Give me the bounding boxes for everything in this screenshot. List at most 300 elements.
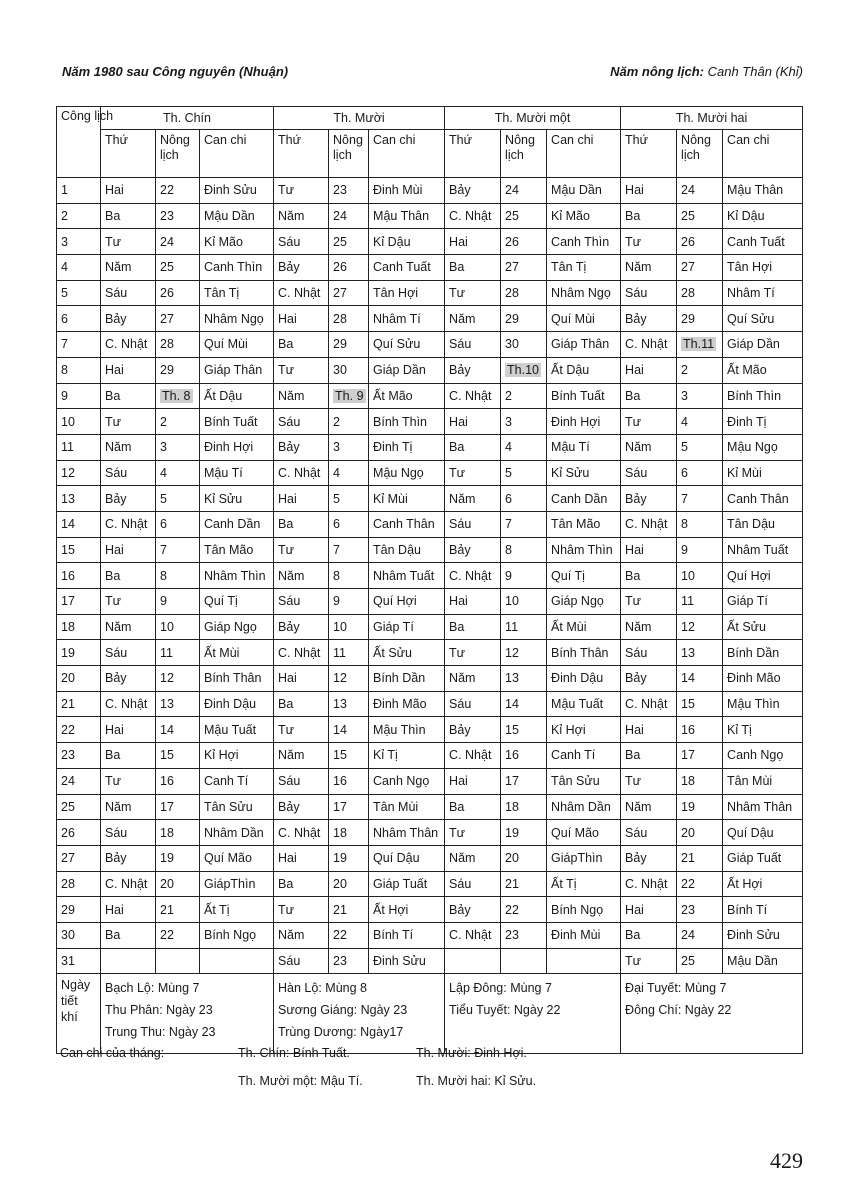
weekday-cell: Hai: [621, 717, 677, 743]
table-row: [57, 332, 803, 358]
can-chi-cell: Canh Tuất: [369, 255, 445, 281]
lunar-day-cell: 6: [329, 511, 369, 537]
table-row: [57, 511, 803, 537]
weekday-cell: Sáu: [274, 409, 329, 435]
can-chi-cell: Mậu Ngọ: [723, 434, 803, 460]
weekday-cell: Bảy: [621, 306, 677, 332]
lunar-day-cell: 29: [677, 306, 723, 332]
can-chi-cell: Quí Sửu: [723, 306, 803, 332]
can-chi-cell: Đinh Sửu: [369, 948, 445, 974]
weekday-cell: Năm: [274, 563, 329, 589]
weekday-cell: Tư: [101, 589, 156, 615]
can-chi-cell: Đinh Sửu: [200, 178, 274, 204]
weekday-cell: Bảy: [445, 537, 501, 563]
column-subheader: Can chi: [547, 130, 621, 178]
weekday-cell: C. Nhật: [274, 640, 329, 666]
column-subheader: Thứ: [445, 130, 501, 178]
can-chi-cell: Tân Dậu: [723, 511, 803, 537]
weekday-cell: Tư: [621, 229, 677, 255]
solar-terms-cell: [101, 974, 274, 1054]
weekday-cell: Sáu: [445, 691, 501, 717]
weekday-cell: C. Nhật: [621, 332, 677, 358]
table-row: [57, 820, 803, 846]
lunar-day-cell: 16: [501, 743, 547, 769]
lunar-day-cell: 8: [677, 511, 723, 537]
column-subheader: Thứ: [621, 130, 677, 178]
solar-day-cell: 24: [57, 768, 101, 794]
footer-label: Can chi của tháng:: [60, 1046, 165, 1060]
lunar-day-cell: 28: [677, 280, 723, 306]
can-chi-cell: Kỉ Dậu: [369, 229, 445, 255]
can-chi-cell: Bính Thìn: [723, 383, 803, 409]
can-chi-cell: Đinh Tị: [369, 434, 445, 460]
weekday-cell: Hai: [445, 589, 501, 615]
lunar-day-cell: 3: [677, 383, 723, 409]
solar-day-cell: 1: [57, 178, 101, 204]
can-chi-cell: Ất Hợi: [369, 897, 445, 923]
can-chi-cell: Bính Tí: [369, 922, 445, 948]
can-chi-cell: Nhâm Dần: [547, 794, 621, 820]
weekday-cell: Ba: [445, 434, 501, 460]
column-subheader: Nông lịch: [156, 130, 200, 178]
month-header: Th. Mười: [274, 107, 445, 130]
lunar-day-cell: 22: [156, 922, 200, 948]
month-header: Th. Mười hai: [621, 107, 803, 130]
weekday-cell: Năm: [621, 614, 677, 640]
weekday-cell: Năm: [445, 666, 501, 692]
solar-day-cell: 3: [57, 229, 101, 255]
weekday-cell: Bảy: [274, 255, 329, 281]
lunar-day-cell: 23: [156, 203, 200, 229]
lunar-year-label: Năm nông lịch:: [610, 64, 704, 79]
solar-term: Trung Thu: Ngày 23: [105, 1025, 216, 1040]
weekday-cell: Tư: [621, 768, 677, 794]
solar-day-cell: 31: [57, 948, 101, 974]
lunar-day-cell: 8: [501, 537, 547, 563]
table-row: [57, 357, 803, 383]
lunar-day-cell: 5: [677, 434, 723, 460]
lunar-day-cell: 11: [501, 614, 547, 640]
weekday-cell: Hai: [445, 768, 501, 794]
lunar-day-cell: 4: [156, 460, 200, 486]
weekday-cell: Sáu: [101, 820, 156, 846]
weekday-cell: Tư: [274, 537, 329, 563]
lunar-day-cell: 9: [677, 537, 723, 563]
weekday-cell: Bảy: [101, 845, 156, 871]
can-chi-cell: Tân Mão: [547, 511, 621, 537]
weekday-cell: Năm: [445, 486, 501, 512]
can-chi-cell: Bính Dần: [369, 666, 445, 692]
calendar-body: [57, 178, 803, 1054]
page-number: 429: [770, 1148, 803, 1173]
solar-terms-cell: [621, 974, 803, 1054]
weekday-cell: Ba: [445, 614, 501, 640]
weekday-cell: Năm: [445, 306, 501, 332]
can-chi-cell: Đinh Hợi: [547, 409, 621, 435]
can-chi-cell: Ất Mùi: [200, 640, 274, 666]
weekday-cell: C. Nhật: [621, 691, 677, 717]
weekday-cell: Ba: [274, 871, 329, 897]
can-chi-cell: Bính Thân: [547, 640, 621, 666]
lunar-day-cell: 12: [329, 666, 369, 692]
lunar-day-cell: 2: [501, 383, 547, 409]
can-chi-cell: Quí Mão: [547, 820, 621, 846]
weekday-cell: Ba: [101, 743, 156, 769]
can-chi-cell: Kỉ Mùi: [723, 460, 803, 486]
lunar-day-cell: 8: [156, 563, 200, 589]
lunar-day-cell: 15: [156, 743, 200, 769]
lunar-day-cell: 14: [501, 691, 547, 717]
lunar-day-cell: 3: [329, 434, 369, 460]
can-chi-cell: Canh Ngọ: [369, 768, 445, 794]
lunar-day-cell: 2: [156, 409, 200, 435]
can-chi-cell: Giáp Tí: [723, 589, 803, 615]
can-chi-cell: Canh Dần: [547, 486, 621, 512]
can-chi-cell: [547, 948, 621, 974]
weekday-cell: Bảy: [621, 666, 677, 692]
weekday-cell: Tư: [101, 229, 156, 255]
can-chi-cell: Canh Tuất: [723, 229, 803, 255]
can-chi-cell: Nhâm Thìn: [200, 563, 274, 589]
can-chi-cell: Canh Dần: [200, 511, 274, 537]
can-chi-cell: Kỉ Hợi: [200, 743, 274, 769]
lunar-day-cell: 21: [329, 897, 369, 923]
lunar-day-cell: 28: [156, 332, 200, 358]
table-row: [57, 383, 803, 409]
lunar-day-cell: 19: [156, 845, 200, 871]
can-chi-cell: Nhâm Tí: [369, 306, 445, 332]
lunar-day-cell: 23: [329, 178, 369, 204]
lunar-day-cell: 13: [677, 640, 723, 666]
lunar-day-cell: 26: [156, 280, 200, 306]
weekday-cell: Hai: [101, 537, 156, 563]
weekday-cell: Bảy: [621, 845, 677, 871]
lunar-day-cell: 7: [501, 511, 547, 537]
lunar-day-cell: 5: [501, 460, 547, 486]
can-chi-cell: Mậu Tí: [547, 434, 621, 460]
solar-terms-cell: [445, 974, 621, 1054]
lunar-day-cell: 10: [677, 563, 723, 589]
weekday-cell: Hai: [621, 357, 677, 383]
solar-day-cell: 11: [57, 434, 101, 460]
lunar-day-cell: 20: [677, 820, 723, 846]
weekday-cell: Bảy: [274, 794, 329, 820]
lunar-day-cell: 2: [329, 409, 369, 435]
table-row: [57, 871, 803, 897]
lunar-day-cell: 27: [501, 255, 547, 281]
weekday-cell: Năm: [621, 255, 677, 281]
can-chi-cell: Canh Thìn: [547, 229, 621, 255]
weekday-cell: Hai: [621, 178, 677, 204]
solar-day-cell: 17: [57, 589, 101, 615]
lunar-day-cell: 15: [677, 691, 723, 717]
can-chi-cell: Bính Ngọ: [547, 897, 621, 923]
month-start-badge: Th.11: [683, 337, 715, 352]
can-chi-cell: Bính Thìn: [369, 409, 445, 435]
can-chi-cell: Tân Sửu: [200, 794, 274, 820]
can-chi-cell: Đinh Mùi: [547, 922, 621, 948]
can-chi-cell: GiápThìn: [547, 845, 621, 871]
can-chi-cell: Ất Hợi: [723, 871, 803, 897]
weekday-cell: Hai: [274, 486, 329, 512]
can-chi-cell: Đinh Mùi: [369, 178, 445, 204]
weekday-cell: C. Nhật: [445, 922, 501, 948]
can-chi-cell: Ất Tị: [547, 871, 621, 897]
lunar-day-cell: 22: [329, 922, 369, 948]
solar-day-cell: 9: [57, 383, 101, 409]
can-chi-cell: Quí Dậu: [369, 845, 445, 871]
weekday-cell: Ba: [445, 255, 501, 281]
month-start-badge: Th. 8: [162, 388, 191, 403]
weekday-cell: Ba: [101, 563, 156, 589]
weekday-cell: Bảy: [445, 357, 501, 383]
solar-term: Tiểu Tuyết: Ngày 22: [449, 1003, 561, 1018]
weekday-cell: Năm: [274, 743, 329, 769]
weekday-cell: Tư: [445, 640, 501, 666]
solar-day-cell: 28: [57, 871, 101, 897]
lunar-day-cell: 28: [329, 306, 369, 332]
weekday-cell: Bảy: [274, 614, 329, 640]
lunar-day-cell: 23: [677, 897, 723, 923]
weekday-cell: Sáu: [274, 768, 329, 794]
lunar-day-cell: 24: [501, 178, 547, 204]
weekday-cell: C. Nhật: [101, 332, 156, 358]
lunar-day-cell: [501, 357, 547, 383]
can-chi-cell: GiápThìn: [200, 871, 274, 897]
lunar-day-cell: 25: [677, 948, 723, 974]
weekday-cell: Hai: [101, 178, 156, 204]
weekday-cell: Tư: [274, 178, 329, 204]
weekday-cell: Hai: [621, 537, 677, 563]
can-chi-cell: Đinh Mão: [723, 666, 803, 692]
solar-day-cell: 29: [57, 897, 101, 923]
weekday-cell: C. Nhật: [101, 871, 156, 897]
can-chi-cell: Mậu Tí: [200, 460, 274, 486]
can-chi-cell: Kỉ Dậu: [723, 203, 803, 229]
lunar-day-cell: 14: [156, 717, 200, 743]
weekday-cell: Hai: [621, 897, 677, 923]
lunar-day-cell: 10: [156, 614, 200, 640]
can-chi-cell: Kỉ Sửu: [200, 486, 274, 512]
lunar-day-cell: 23: [329, 948, 369, 974]
can-chi-cell: Kỉ Tị: [723, 717, 803, 743]
solar-day-cell: 5: [57, 280, 101, 306]
lunar-day-cell: 15: [329, 743, 369, 769]
lunar-day-cell: 19: [329, 845, 369, 871]
table-row: [57, 589, 803, 615]
can-chi-cell: Canh Tí: [200, 768, 274, 794]
lunar-day-cell: 21: [677, 845, 723, 871]
weekday-cell: C. Nhật: [274, 820, 329, 846]
lunar-day-cell: 9: [156, 589, 200, 615]
solar-day-cell: 13: [57, 486, 101, 512]
solar-terms-label: Ngày tiết khí: [57, 974, 101, 1054]
weekday-cell: Tư: [274, 717, 329, 743]
can-chi-cell: Nhâm Thìn: [547, 537, 621, 563]
weekday-cell: Tư: [101, 768, 156, 794]
can-chi-cell: Mậu Thìn: [369, 717, 445, 743]
weekday-cell: Sáu: [445, 511, 501, 537]
can-chi-cell: Đinh Mão: [369, 691, 445, 717]
lunar-day-cell: 13: [329, 691, 369, 717]
lunar-day-cell: 20: [156, 871, 200, 897]
lunar-day-cell: 27: [156, 306, 200, 332]
weekday-cell: Tư: [274, 357, 329, 383]
can-chi-cell: Tân Sửu: [547, 768, 621, 794]
lunar-day-cell: 2: [677, 357, 723, 383]
weekday-cell: Ba: [101, 383, 156, 409]
column-subheader: Nông lịch: [677, 130, 723, 178]
solar-day-cell: 25: [57, 794, 101, 820]
footer-month-can-chi: Th. Mười: Đinh Hợi.: [416, 1046, 527, 1060]
table-row: [57, 178, 803, 204]
lunar-day-cell: 23: [501, 922, 547, 948]
lunar-day-cell: 26: [677, 229, 723, 255]
weekday-cell: Tư: [621, 409, 677, 435]
weekday-cell: Ba: [274, 511, 329, 537]
solar-day-cell: 21: [57, 691, 101, 717]
can-chi-cell: Mậu Tuất: [200, 717, 274, 743]
can-chi-cell: Nhâm Ngọ: [200, 306, 274, 332]
lunar-day-cell: 22: [501, 897, 547, 923]
lunar-day-cell: 10: [501, 589, 547, 615]
calendar-table: [56, 106, 803, 1054]
lunar-day-cell: 12: [156, 666, 200, 692]
lunar-day-cell: [156, 948, 200, 974]
weekday-cell: Ba: [274, 332, 329, 358]
solar-day-cell: 26: [57, 820, 101, 846]
weekday-cell: Năm: [274, 203, 329, 229]
table-row: [57, 717, 803, 743]
table-row: [57, 794, 803, 820]
weekday-cell: Ba: [621, 383, 677, 409]
page-header-lunar-year: [610, 64, 803, 79]
lunar-year-value: Canh Thân (Khỉ): [707, 64, 803, 79]
solar-day-cell: 6: [57, 306, 101, 332]
lunar-day-cell: 18: [156, 820, 200, 846]
weekday-cell: C. Nhật: [101, 511, 156, 537]
solar-day-cell: 8: [57, 357, 101, 383]
weekday-cell: Ba: [101, 203, 156, 229]
table-row: [57, 537, 803, 563]
weekday-cell: Ba: [101, 922, 156, 948]
month-header: Th. Chín: [101, 107, 274, 130]
table-row: [57, 255, 803, 281]
can-chi-cell: Quí Tị: [200, 589, 274, 615]
can-chi-cell: Nhâm Tuất: [723, 537, 803, 563]
lunar-day-cell: 27: [329, 280, 369, 306]
lunar-day-cell: 20: [501, 845, 547, 871]
can-chi-cell: Canh Tí: [547, 743, 621, 769]
weekday-cell: Năm: [445, 845, 501, 871]
lunar-day-cell: [501, 948, 547, 974]
lunar-day-cell: 30: [501, 332, 547, 358]
weekday-cell: Hai: [101, 357, 156, 383]
can-chi-cell: Đinh Sửu: [723, 922, 803, 948]
lunar-day-cell: 29: [501, 306, 547, 332]
weekday-cell: C. Nhật: [445, 563, 501, 589]
lunar-day-cell: 25: [501, 203, 547, 229]
lunar-day-cell: 12: [677, 614, 723, 640]
can-chi-cell: Nhâm Thân: [723, 794, 803, 820]
weekday-cell: Sáu: [621, 460, 677, 486]
lunar-day-cell: 26: [329, 255, 369, 281]
can-chi-cell: Quí Tị: [547, 563, 621, 589]
lunar-day-cell: 11: [156, 640, 200, 666]
can-chi-cell: Kỉ Tị: [369, 743, 445, 769]
can-chi-cell: Ất Sửu: [723, 614, 803, 640]
can-chi-cell: Tân Mùi: [723, 768, 803, 794]
weekday-cell: Sáu: [621, 820, 677, 846]
lunar-day-cell: 5: [156, 486, 200, 512]
can-chi-cell: Canh Thân: [723, 486, 803, 512]
can-chi-cell: Mậu Ngọ: [369, 460, 445, 486]
weekday-cell: Tư: [274, 897, 329, 923]
lunar-day-cell: 8: [329, 563, 369, 589]
weekday-cell: Sáu: [274, 229, 329, 255]
weekday-cell: Sáu: [274, 948, 329, 974]
can-chi-cell: [200, 948, 274, 974]
lunar-day-cell: 16: [156, 768, 200, 794]
weekday-cell: Sáu: [621, 640, 677, 666]
can-chi-cell: Quí Dậu: [723, 820, 803, 846]
can-chi-cell: Bính Tí: [723, 897, 803, 923]
weekday-cell: C. Nhật: [621, 871, 677, 897]
can-chi-cell: Mậu Dần: [200, 203, 274, 229]
solar-column-header: Công lịch: [57, 107, 101, 178]
lunar-day-cell: 4: [677, 409, 723, 435]
lunar-day-cell: 22: [156, 178, 200, 204]
month-start-badge: Th. 9: [335, 388, 364, 403]
lunar-day-cell: 16: [677, 717, 723, 743]
weekday-cell: [101, 948, 156, 974]
can-chi-cell: Giáp Dần: [723, 332, 803, 358]
lunar-day-cell: 7: [677, 486, 723, 512]
weekday-cell: Bảy: [621, 486, 677, 512]
lunar-day-cell: 17: [501, 768, 547, 794]
can-chi-cell: Quí Mão: [200, 845, 274, 871]
lunar-day-cell: 7: [156, 537, 200, 563]
weekday-cell: Ba: [621, 203, 677, 229]
can-chi-cell: Nhâm Tí: [723, 280, 803, 306]
lunar-day-cell: 16: [329, 768, 369, 794]
can-chi-cell: Ất Tị: [200, 897, 274, 923]
weekday-cell: Hai: [274, 845, 329, 871]
lunar-day-cell: 15: [501, 717, 547, 743]
weekday-cell: Năm: [621, 434, 677, 460]
weekday-cell: Sáu: [445, 332, 501, 358]
can-chi-cell: Giáp Dần: [369, 357, 445, 383]
can-chi-cell: Nhâm Thân: [369, 820, 445, 846]
solar-terms-row: [57, 974, 803, 1054]
solar-day-cell: 14: [57, 511, 101, 537]
weekday-cell: Bảy: [274, 434, 329, 460]
lunar-day-cell: 14: [329, 717, 369, 743]
lunar-day-cell: 6: [677, 460, 723, 486]
solar-day-cell: 22: [57, 717, 101, 743]
table-row: [57, 743, 803, 769]
table-row: [57, 460, 803, 486]
weekday-cell: Tư: [621, 589, 677, 615]
lunar-day-cell: 22: [677, 871, 723, 897]
lunar-day-cell: 27: [677, 255, 723, 281]
lunar-day-cell: 21: [156, 897, 200, 923]
weekday-cell: C. Nhật: [621, 511, 677, 537]
can-chi-cell: Quí Hợi: [723, 563, 803, 589]
can-chi-cell: Mậu Dần: [723, 948, 803, 974]
solar-term: Lập Đông: Mùng 7: [449, 981, 552, 996]
can-chi-cell: Kỉ Mão: [200, 229, 274, 255]
